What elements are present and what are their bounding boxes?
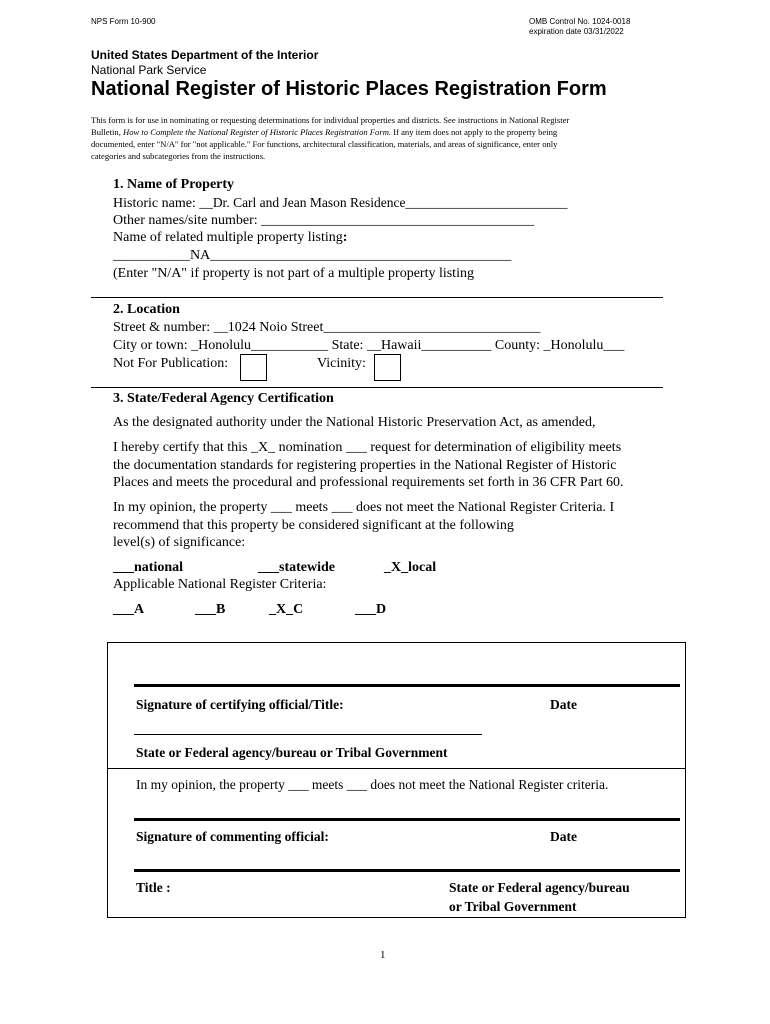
commenting-signature-line[interactable] — [134, 818, 680, 821]
certifying-signature-label: Signature of certifying official/Title: — [136, 697, 344, 712]
commenting-opinion: In my opinion, the property ___ meets ___ does not meet the National Register criteria. — [136, 777, 609, 792]
agency-label: State or Federal agency/bureau or Tribal Government — [136, 745, 448, 760]
agency-signature-line[interactable] — [134, 734, 482, 735]
street-field[interactable]: __1024 Noio Street_______________________________ — [213, 320, 541, 335]
omb-control-number: OMB Control No. 1024-0018 — [529, 17, 631, 26]
other-names-row — [113, 213, 534, 229]
historic-name-row — [113, 195, 568, 212]
criteria-label: Applicable National Register Criteria: — [113, 577, 327, 592]
opinion-line-2: recommend that this property be considered significant at the following — [113, 518, 514, 533]
related-listing-label: Name of related multiple property listing — [113, 230, 343, 245]
state-field[interactable]: __Hawaii__________ — [366, 338, 492, 353]
service-name: National Park Service — [91, 63, 207, 77]
section-3-heading: 3. State/Federal Agency Certification — [113, 391, 334, 406]
level-national[interactable]: ___national — [113, 560, 184, 575]
not-for-publication-checkbox[interactable] — [240, 354, 267, 381]
agency-label-2b: or Tribal Government — [449, 899, 577, 914]
city-label: City or town: — [113, 338, 188, 353]
intro-line-4: categories and subcategories from the instructions. — [91, 151, 266, 161]
section-1-heading: 1. Name of Property — [113, 177, 235, 192]
opinion-line-1: In my opinion, the property ___ meets ___ does not meet the National Register Criteria. I — [113, 500, 615, 515]
section-2-heading: 2. Location — [113, 302, 180, 317]
intro-line-2: Bulletin, How to Complete the National Register of Historic Places Registration Form. If any item does not apply to the property being — [91, 127, 558, 137]
certify-line-2: the documentation standards for registering properties in the National Register of Historic — [113, 458, 617, 473]
county-field[interactable]: _Honolulu___ — [543, 338, 625, 353]
department-name: United States Department of the Interior — [91, 48, 319, 62]
related-listing-row: Name of related multiple property listing: — [113, 230, 348, 245]
not-for-publication-label: Not For Publication: — [113, 356, 229, 371]
opinion-line-3: level(s) of significance: — [113, 535, 246, 550]
authority-statement: As the designated authority under the National Historic Preservation Act, as amended, — [113, 415, 596, 430]
street-label: Street & number: — [113, 320, 211, 335]
city-field[interactable]: _Honolulu___________ — [191, 338, 329, 353]
vicinity-checkbox[interactable] — [374, 354, 401, 381]
street-row — [113, 320, 540, 336]
agency-label-2a: State or Federal agency/bureau — [449, 880, 630, 895]
criteria-d[interactable]: ___D — [355, 602, 387, 617]
level-statewide[interactable]: ___statewide — [258, 560, 335, 575]
intro-line-1: This form is for use in nominating or requesting determinations for individual properties and districts. See instructions in National Register — [91, 115, 570, 125]
title-signature-line[interactable] — [134, 869, 680, 872]
expiration-date: expiration date 03/31/2022 — [529, 27, 624, 36]
page-number: 1 — [380, 949, 386, 961]
title-label: Title : — [136, 880, 171, 895]
commenting-signature-label: Signature of commenting official: — [136, 829, 329, 844]
state-label: State: — [331, 338, 364, 353]
other-names-field[interactable]: _______________________________________ — [261, 213, 535, 228]
other-names-label: Other names/site number: — [113, 213, 258, 228]
section-divider-2 — [91, 387, 663, 388]
criteria-a[interactable]: ___A — [113, 602, 145, 617]
criteria-b[interactable]: ___B — [195, 602, 226, 617]
vicinity-label: Vicinity: — [317, 356, 366, 371]
historic-name-label: Historic name: — [113, 196, 196, 211]
page-title: National Register of Historic Places Registration Form — [91, 78, 607, 100]
na-note: (Enter "N/A" if property is not part of a multiple property listing — [113, 266, 474, 281]
box-divider — [107, 768, 686, 769]
section-divider-1 — [91, 297, 663, 298]
related-listing-field[interactable]: ___________NA___________________________________________ — [113, 248, 512, 263]
intro-line-3: documented, enter "N/A" for "not applicable." For functions, architectural classification, materials, and areas of significance, enter only — [91, 139, 558, 149]
criteria-c[interactable]: _X_C — [269, 602, 304, 617]
certifying-date-label: Date — [550, 697, 577, 712]
certify-line-3: Places and meets the procedural and professional requirements set forth in 36 CFR Part 60. — [113, 475, 624, 490]
level-local[interactable]: _X_local — [384, 560, 437, 575]
certify-line-1: I hereby certify that this _X_ nomination ___ request for determination of eligibility meets — [113, 440, 622, 455]
city-state-county-row — [113, 338, 624, 354]
form-number: NPS Form 10-900 — [91, 17, 156, 26]
county-label: County: — [494, 338, 541, 353]
historic-name-field[interactable]: __Dr. Carl and Jean Mason Residence________________________ — [199, 195, 568, 210]
commenting-date-label: Date — [550, 829, 577, 844]
certifying-signature-line[interactable] — [134, 684, 680, 687]
